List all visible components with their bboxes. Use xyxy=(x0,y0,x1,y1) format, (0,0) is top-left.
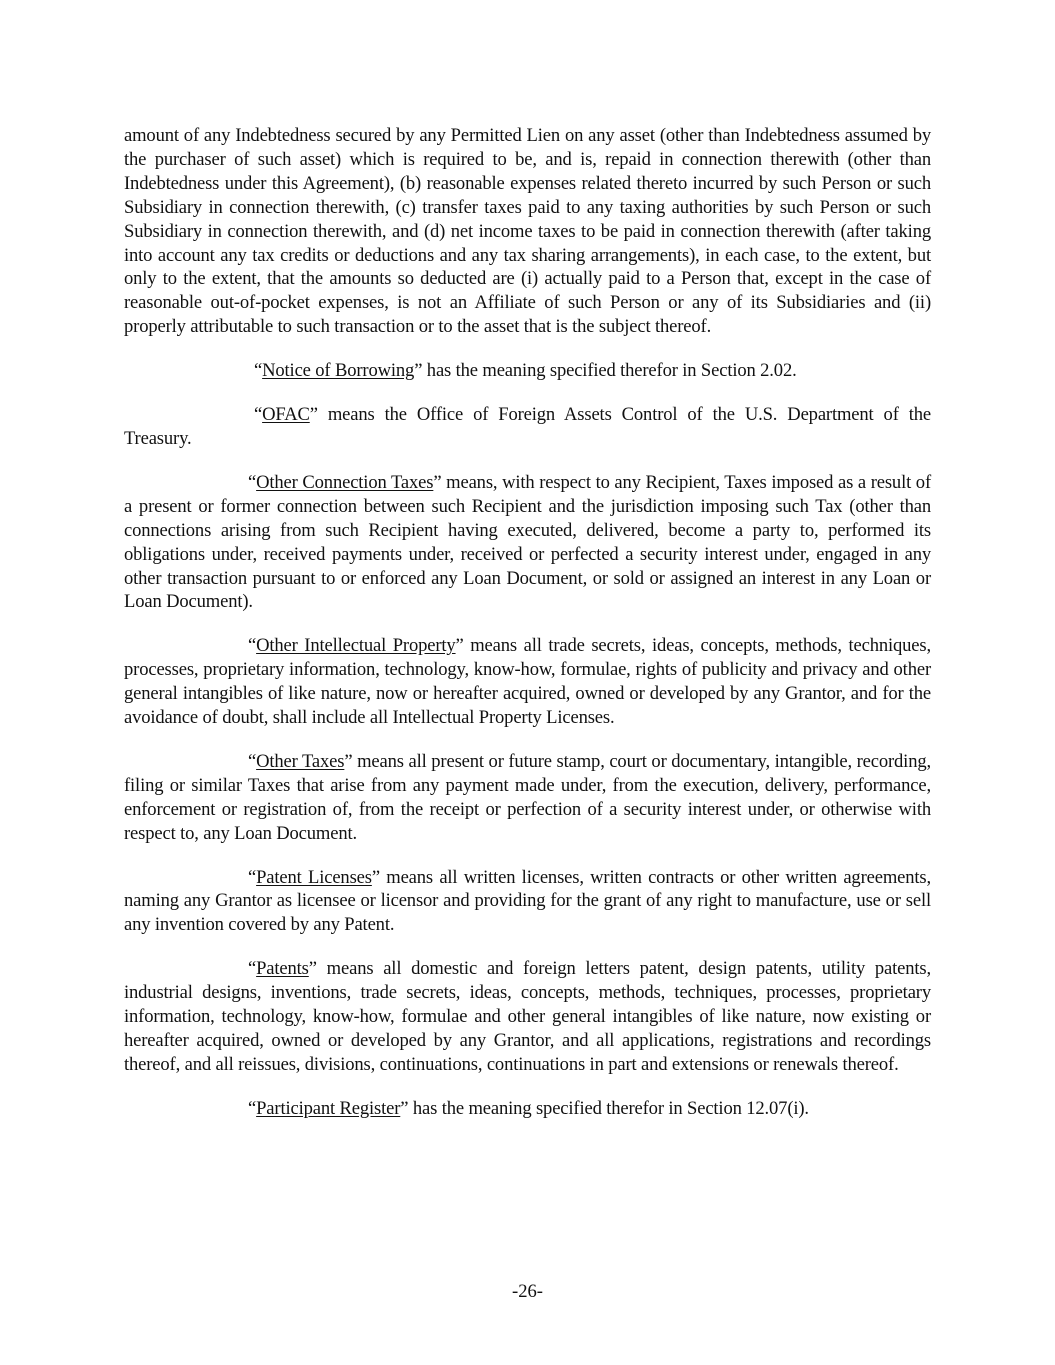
defined-term: Patents xyxy=(256,958,309,980)
definition-text: has the meaning specified therefor in Section 12.07(i). xyxy=(408,1097,809,1119)
close-quote: ” xyxy=(455,635,464,657)
open-quote: “ xyxy=(248,1097,257,1119)
continuation-paragraph: amount of any Indebtedness secured by any Permitted Lien on any asset (other than Indebtedness assumed by the purchaser of such asset) which is required to be, and is, repaid in connection therewith (other than Indebtedness under this Agreement), (b) reasonable expenses related thereto incurred by such Person or such Subsidiary in connection therewith, (c) transfer taxes paid to any taxing authorities by such Person or such Subsidiary in connection therewith, and (d) net income taxes to be paid in connection therewith (after taking into account any tax credits or deductions and any tax sharing arrangements), in each case, to the extent, but only to the extent, that the amounts so deducted are (i) actually paid to a Person that, except in the case of reasonable out-of-pocket expenses, is not an Affiliate of such Person or any of its Subsidiaries and (ii) properly attributable to such transaction or to the asset that is the subject thereof. xyxy=(124,125,931,338)
definition-ofac xyxy=(124,403,931,451)
definition-patent-licenses xyxy=(124,866,931,938)
close-quote: ” xyxy=(309,404,318,426)
open-quote: “ xyxy=(248,866,257,888)
definition-notice-of-borrowing xyxy=(124,359,931,383)
definition-other-intellectual-property xyxy=(124,634,931,730)
close-quote: ” xyxy=(414,360,423,382)
open-quote: “ xyxy=(254,360,263,382)
definition-text: means all trade secrets, ideas, concepts, methods, techniques, processes, proprietary information, technology, know-how, formulae, rights of publicity and privacy and other general intangibles of like nature, now or hereafter acquired, owned or developed by any Grantor, and for the avoidance of doubt, shall include all Intellectual Property Licenses. xyxy=(124,635,931,729)
definition-text: means all written licenses, written contracts or other written agreements, naming any Grantor as licensee or licensor and providing for the grant of any right to manufacture, use or sell any invention covered by any Patent. xyxy=(124,866,931,936)
definition-text: has the meaning specified therefor in Section 2.02. xyxy=(422,360,797,382)
close-quote: ” xyxy=(308,958,317,980)
close-quote: ” xyxy=(400,1097,409,1119)
defined-term: OFAC xyxy=(262,404,310,426)
close-quote: ” xyxy=(344,750,353,772)
definition-other-taxes xyxy=(124,750,931,846)
definition-patents xyxy=(124,957,931,1077)
page-number: -26- xyxy=(512,1281,543,1302)
definition-text: means all present or future stamp, court or documentary, intangible, recording, filing or similar Taxes that arise from any payment made under, from the execution, delivery, performance, enforcement or registration of, from the receipt or perfection of a security interest under, or otherwise with respect to, any Loan Document. xyxy=(124,750,931,844)
open-quote: “ xyxy=(248,958,257,980)
defined-term: Patent Licenses xyxy=(256,866,372,888)
definition-text: means, with respect to any Recipient, Taxes imposed as a result of a present or former connection between such Recipient and the jurisdiction imposing such Tax (other than connections arising from such Recipient having executed, delivered, become a party to, performed its obligations under, received payments under, received or perfected a security interest under, engaged in any other transaction pursuant to or enforced any Loan Document, or sold or assigned an interest in any Loan or Loan Document). xyxy=(124,471,931,613)
close-quote: ” xyxy=(371,866,380,888)
definition-other-connection-taxes xyxy=(124,471,931,614)
open-quote: “ xyxy=(248,635,257,657)
open-quote: “ xyxy=(248,750,257,772)
defined-term: Participant Register xyxy=(256,1097,401,1119)
defined-term: Other Intellectual Property xyxy=(256,635,456,657)
defined-term: Other Connection Taxes xyxy=(256,471,434,493)
open-quote: “ xyxy=(248,471,257,493)
definition-text: means the Office of Foreign Assets Control of the U.S. Department of the Treasury. xyxy=(124,404,931,449)
definition-text: means all domestic and foreign letters patent, design patents, utility patents, industrial designs, inventions, trade secrets, ideas, concepts, methods, techniques, processes, proprietary information, technology, know-how, formulae and other general intangibles of like nature, now existing or hereafter acquired, owned or developed by any Grantor, and all applications, registrations and recordings thereof, and all reissues, divisions, continuations, continuations in part and extensions or renewals thereof. xyxy=(124,958,931,1075)
definition-participant-register xyxy=(124,1097,931,1121)
document-page xyxy=(124,124,931,1141)
open-quote: “ xyxy=(254,404,263,426)
defined-term: Other Taxes xyxy=(256,750,345,772)
defined-term: Notice of Borrowing xyxy=(262,360,415,382)
close-quote: ” xyxy=(433,471,442,493)
